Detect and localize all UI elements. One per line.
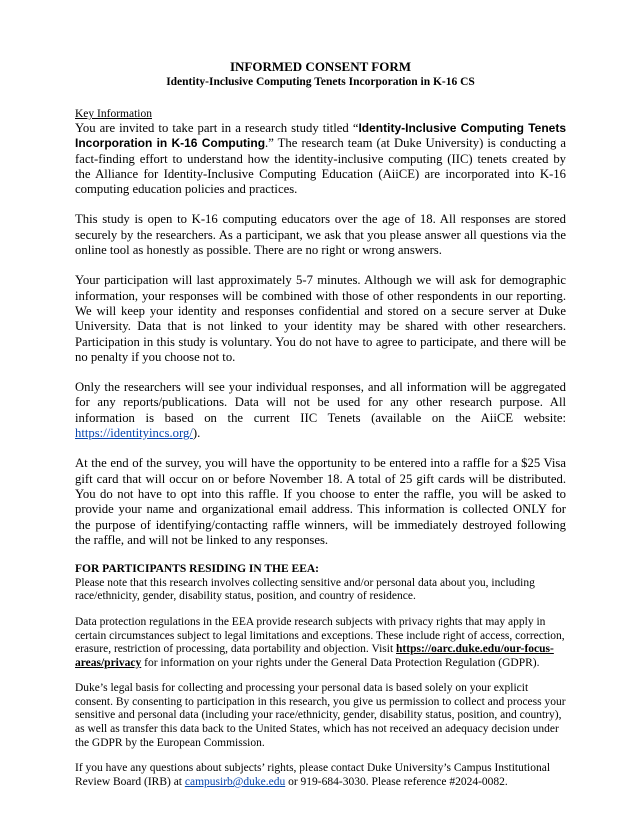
eea-rights-text-end: for information on your rights under the General Data Protection Regulation (GDPR). [141,656,540,669]
eea-heading: FOR PARTICIPANTS RESIDING IN THE EEA: [75,563,320,576]
eea-rights-text-start: Data protection regulations in the EEA provide research subjects with privacy rights that may apply in certain circumstances subject to legal limitations and exceptions. These include right of access, correction, erasure, restriction of processing, data portability and objection. Visit [75,615,565,656]
legal-basis-paragraph: Duke’s legal basis for collecting and processing your personal data is based solely on your explicit consent. By consenting to participation in this research, you give us permission to collect and process your sensitive and personal data (including your race/ethnicity, gender, disability status, position, and country), as well as transfer this data back to the United States, which has not received an adequacy decision under the GDPR by the European Commission. [75,682,566,749]
page-subtitle: Identity-Inclusive Computing Tenets Incorporation in K-16 CS [166,76,475,88]
eea-rights-paragraph [75,616,566,670]
data-use-paragraph [75,380,566,441]
intro-text-start: You are invited to take part in a research study titled “ [75,121,359,135]
contact-text-end: or 919-684-3030. Please reference #2024-0082. [285,775,508,788]
contact-paragraph [75,762,566,789]
eea-data-paragraph: Please note that this research involves collecting sensitive and/or personal data about you, including race/ethnicity, gender, disability status, position, and country of residence. [75,576,535,603]
contact-text-start: If you have any questions about subjects’ rights, please contact Duke University’s Campus Institutional Review Board (IRB) at [75,762,551,788]
irb-email-link[interactable]: campusirb@duke.edu [184,775,286,788]
page-title: INFORMED CONSENT FORM [229,59,412,74]
eligibility-paragraph: This study is open to K-16 computing educators over the age of 18. All responses are stored securely by the researchers. As a participant, we ask that you please answer all questions via the online tool as honestly as possible. There are no right or wrong answers. [75,212,566,258]
key-information-section [75,121,566,548]
eea-section [75,563,566,789]
intro-text-end: .” The research team (at Duke University) is conducting a fact-finding effort to understand how the identity-inclusive computing (IIC) tenets created by the Alliance for Identity-Inclusive Computing Education (AiiCE) are incorporated into K-16 computing education policies and practices. [75,136,566,197]
study-title: Identity-Inclusive Computing Tenets Incorporation in K-16 Computing [75,121,566,151]
participation-paragraph: Your participation will last approximately 5-7 minutes. Although we will ask for demographic information, your responses will be combined with those of other respondents in our reporting. We will keep your identity and responses confidential and stored on a secure server at Duke University. Data that is not linked to your identity may be shared with other researchers. Participation in this study is voluntary. You do not have to agree to participate, and there will be no penalty if you choose not to. [75,273,566,364]
key-information-heading: Key Information [75,108,152,120]
intro-paragraph [75,121,566,197]
data-use-text-end: ). [192,426,201,441]
aiice-website-link[interactable]: https://identityincs.org/ [75,426,193,441]
raffle-paragraph: At the end of the survey, you will have the opportunity to be entered into a raffle for a $25 Visa gift card that will occur on or before November 18. A total of 25 gift cards will be distributed. You do not have to opt into this raffle. If you choose to enter the raffle, you will be asked to provide your name and organizational email address. This information is collected ONLY for the purpose of identifying/contacting raffle winners, will be immediately destroyed following the raffle, and will not be linked to any responses. [75,456,566,547]
duke-privacy-link[interactable]: https://oarc.duke.edu/our-focus-areas/privacy [75,643,554,669]
data-use-text-start: Only the researchers will see your individual responses, and all information will be aggregated for any reports/publications. Data will not be used for any other research purpose. All information is based on the current IIC Tenets (available on the AiiCE website: [75,380,566,425]
